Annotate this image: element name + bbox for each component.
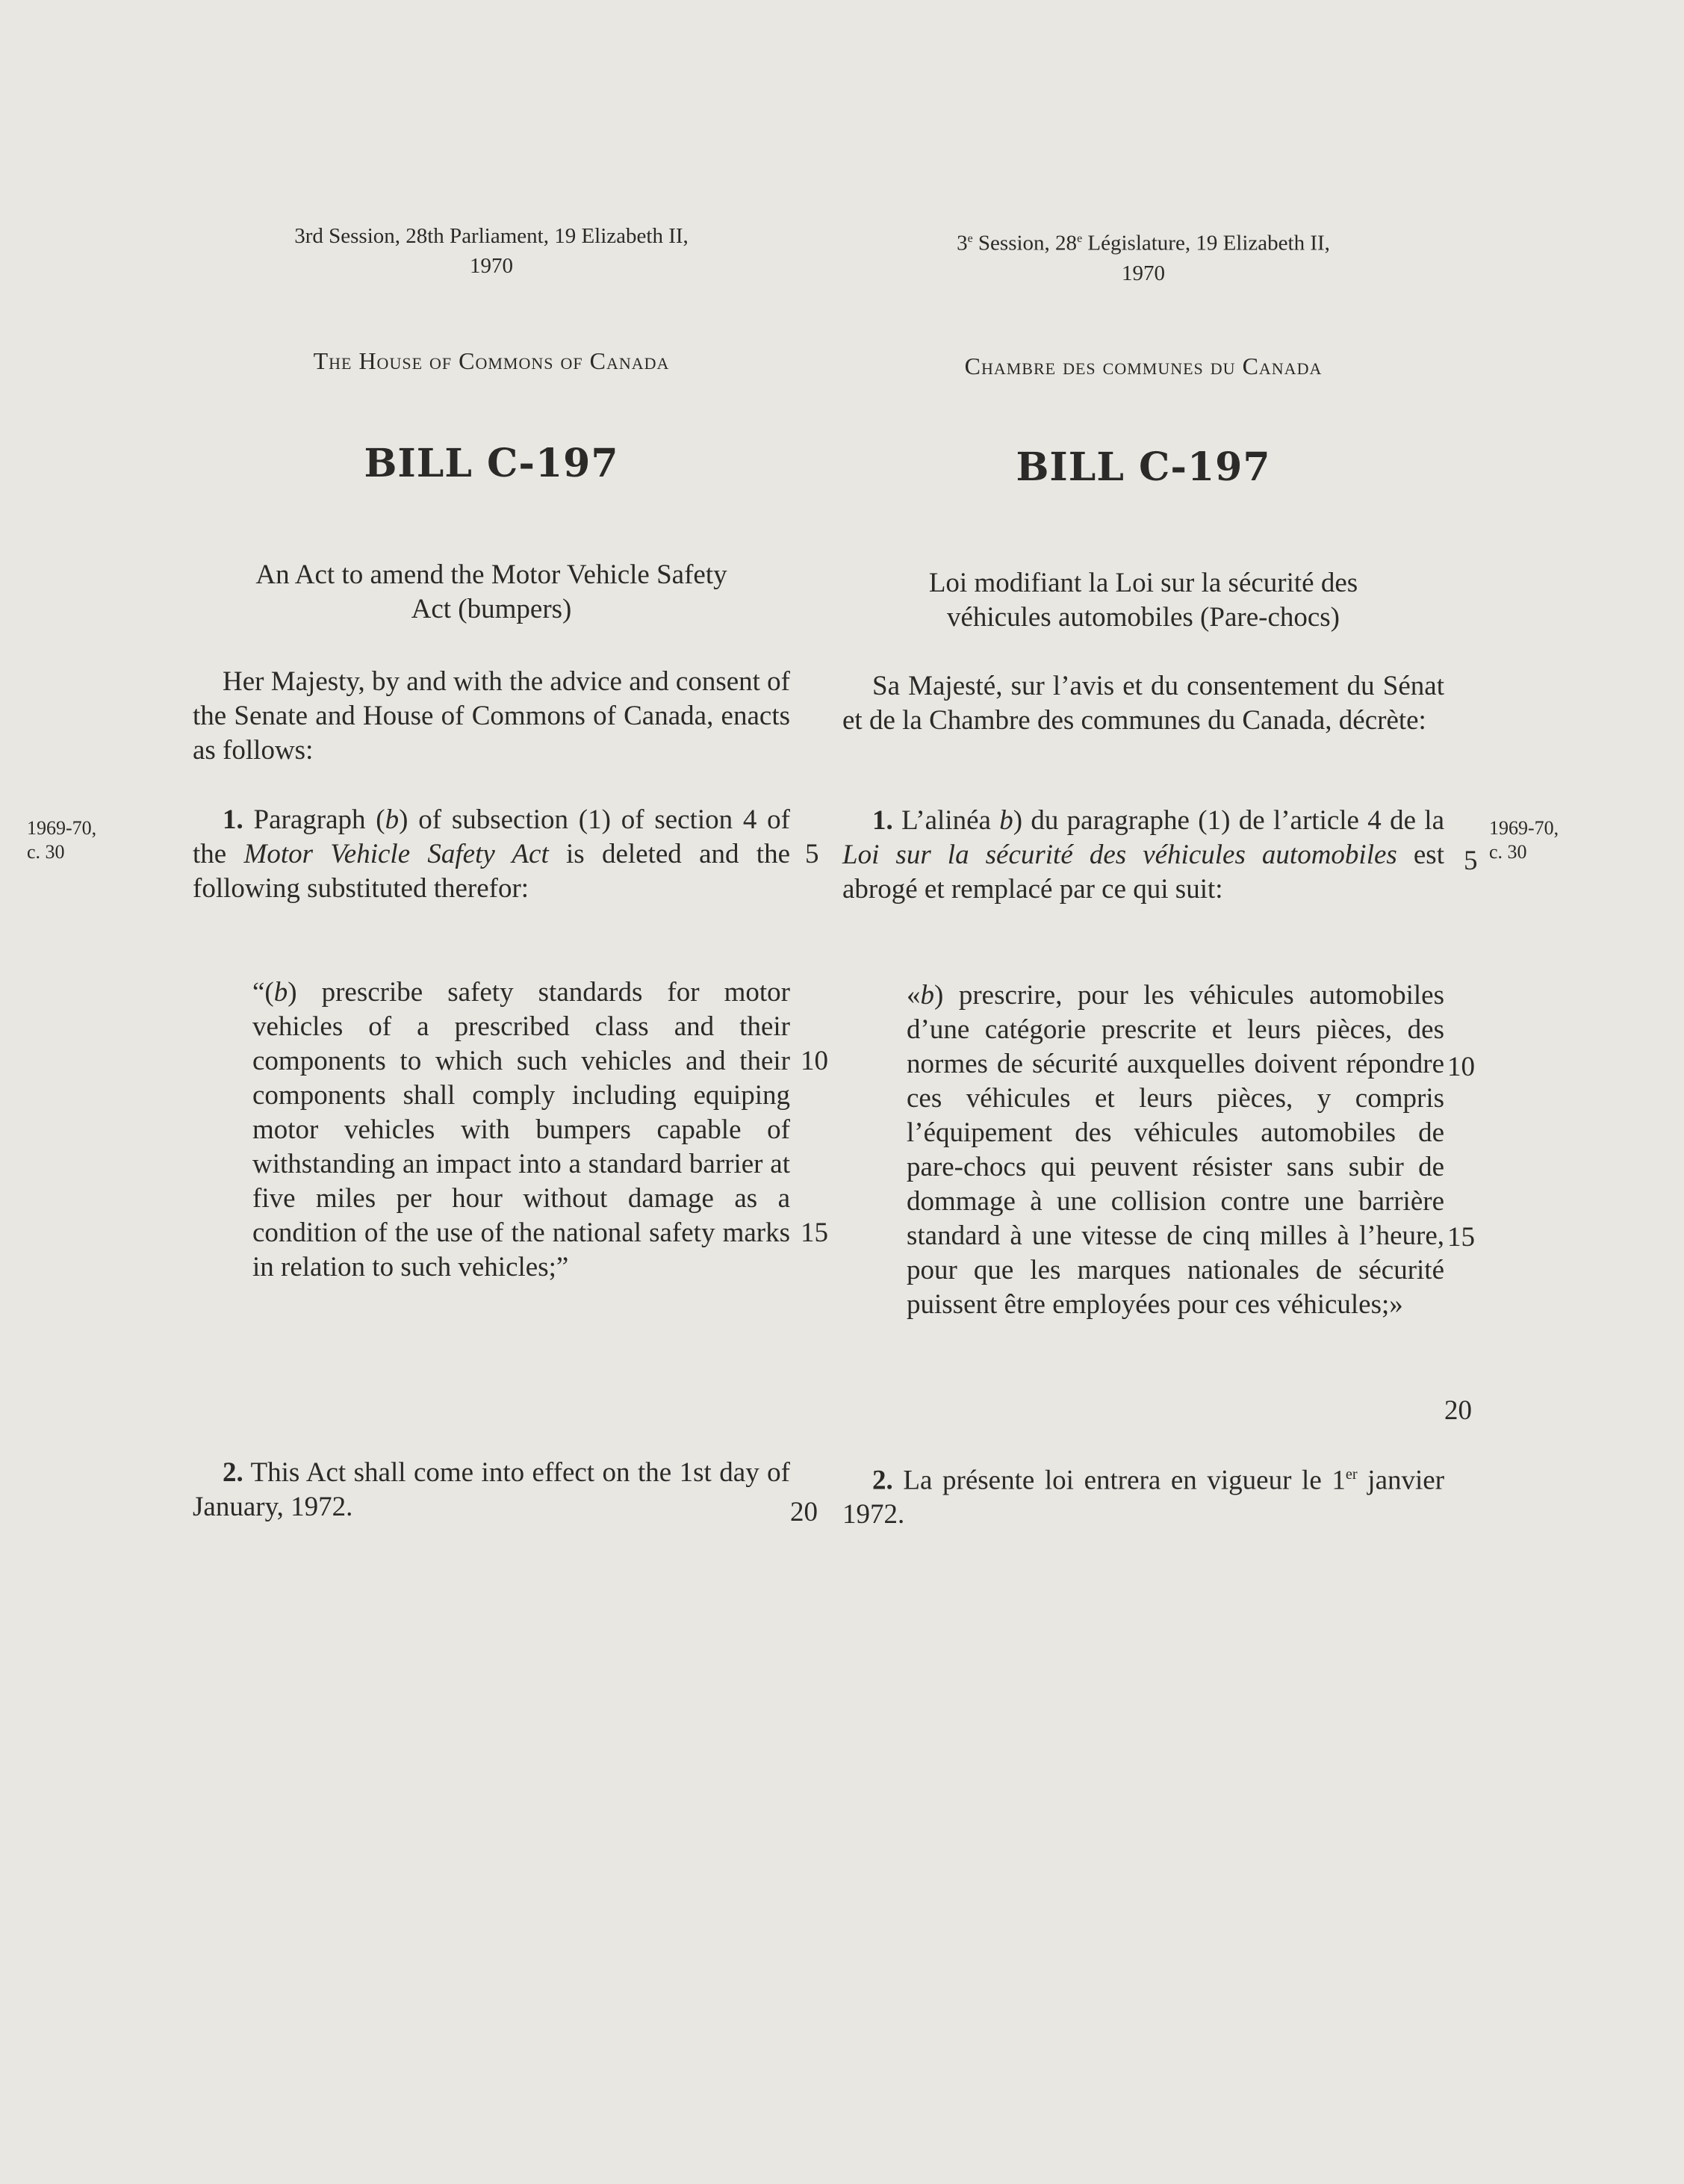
en-section-1-number: 1. (223, 804, 243, 835)
en-house-heading: The House of Commons of Canada (313, 347, 670, 374)
fr-bill-number: BILL C-197 (1016, 444, 1271, 490)
en-act-title (193, 558, 790, 627)
fr-section-1-number: 1. (872, 805, 893, 836)
en-section-2: 2. This Act shall come into effect on the 1st day of January, 1972. (193, 1457, 790, 1522)
en-section-1: 1. Paragraph (b) of subsection (1) of section 4 of the Motor Vehicle Safety Act is deleted and the following substituted therefor: (193, 804, 791, 904)
fr-session-line2: 1970 (1122, 261, 1165, 285)
fr-section-2-number: 2. (872, 1465, 893, 1496)
fr-line-number-20: 20 (1444, 1395, 1472, 1426)
fr-session-line1: 3e Session, 28e Législature, 19 Elizabeth II, (957, 231, 1330, 255)
en-line-number-10: 10 (801, 1046, 828, 1076)
fr-enacting-clause: Sa Majesté, sur l’avis et du consentement du Sénat et de la Chambre des communes du Canada, décrète: (842, 671, 1444, 736)
en-bill-number: BILL C-197 (364, 441, 619, 486)
fr-line-number-15: 15 (1447, 1222, 1475, 1253)
fr-session-heading (842, 224, 1444, 288)
en-act-name: Motor Vehicle Safety Act (243, 839, 549, 869)
fr-section-2: 2. La présente loi entrera en vigueur le 1er janvier 1972. (842, 1465, 1445, 1530)
fr-act-title-line2: véhicules automobiles (Pare-chocs) (946, 602, 1340, 633)
en-marginal-note: 1969-70, c. 30 (27, 817, 97, 863)
fr-act-title-line1: Loi modifiant la Loi sur la sécurité des (928, 568, 1358, 598)
en-section-2-number: 2. (223, 1457, 243, 1488)
fr-act-title (842, 566, 1444, 635)
en-enacting-clause: Her Majesty, by and with the advice and consent of the Senate and House of Commons of Canada, enacts as follows: (193, 666, 790, 766)
en-line-number-15: 15 (801, 1217, 828, 1248)
en-session-heading (193, 221, 790, 281)
en-substituted-paragraph: “(b) prescribe safety standards for motor vehicles of a prescribed class and their components to which such vehicles and their components shall comply including equiping motor vehicles with bumpers capable of withstanding an impact into a standard barrier at five miles per hour without damage as a condition of the use of the national safety marks in relation to such vehicles;” (252, 977, 790, 1282)
en-act-title-line1: An Act to amend the Motor Vehicle Safety (255, 559, 727, 590)
fr-line-number-5: 5 (1464, 846, 1478, 876)
fr-marginal-note: 1969-70, c. 30 (1489, 817, 1559, 863)
fr-section-1: 1. L’alinéa b) du paragraphe (1) de l’article 4 de la Loi sur la sécurité des véhicules automobiles est abrogé et remplacé par ce qui suit: (842, 805, 1445, 905)
en-line-number-5: 5 (805, 839, 819, 869)
fr-house-heading: Chambre des communes du Canada (964, 353, 1323, 379)
fr-substituted-paragraph: «b) prescrire, pour les véhicules automobiles d’une catégorie prescrite et leurs pièces, des normes de sécurité auxquelles doivent répondre ces véhicules et leurs pièces, y compris l’équipement des véhicules automobiles de pare-chocs qui peuvent résister sans subir de dommage à une collision contre une barrière standard à une vitesse de cinq milles à l’heure, pour que les marques nationales de sécurité puissent être employées pour ces véhicules;» (907, 980, 1444, 1320)
en-act-title-line2: Act (bumpers) (411, 594, 572, 624)
en-session-line1: 3rd Session, 28th Parliament, 19 Elizabeth II, (294, 224, 689, 248)
fr-line-number-10: 10 (1447, 1052, 1475, 1082)
en-line-number-20: 20 (790, 1497, 818, 1527)
en-session-line2: 1970 (470, 254, 513, 278)
fr-act-name: Loi sur la sécurité des véhicules automobiles (842, 840, 1397, 870)
